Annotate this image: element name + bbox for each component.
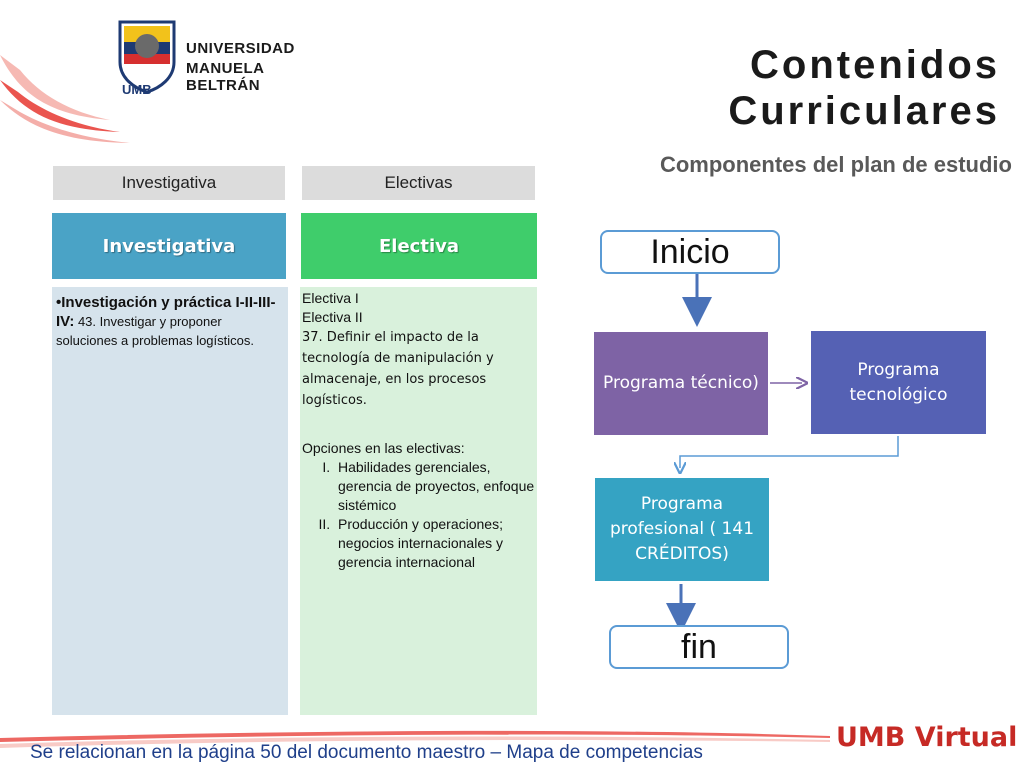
flow-end-box: fin — [609, 625, 789, 669]
electiva-line-2: Electiva II — [302, 309, 363, 325]
investigativa-header: Investigativa — [53, 166, 285, 200]
investigativa-band: Investigativa — [52, 213, 286, 279]
logo-line-2: MANUELA BELTRÁN — [186, 60, 264, 94]
logo-line-1: UNIVERSIDAD — [186, 40, 295, 57]
title-line-2: Curriculares — [728, 89, 1000, 133]
page-subtitle: Componentes del plan de estudio — [659, 152, 1012, 177]
footer-note: Se relacionan en la página 50 del documento maestro – Mapa de competencias — [30, 742, 703, 763]
flow-tecnico-box: Programa técnico) — [594, 332, 768, 435]
flow-tecnologico-box: Programa tecnológico — [811, 331, 986, 434]
flow-start-box: Inicio — [600, 230, 780, 274]
umb-virtual-brand: UMB Virtual — [836, 722, 1018, 753]
electiva-options-title: Opciones en las electivas: — [302, 440, 465, 456]
arrow-tecnologico-to-profesional — [680, 436, 898, 468]
electivas-header: Electivas — [302, 166, 535, 200]
investigativa-body-bold: •Investigación y práctica I-II-III-IV: — [56, 294, 276, 330]
electiva-line-3: 37. Definir el impacto de la tecnología de manipulación y almacenaje, en los procesos logísticos. — [302, 330, 494, 408]
electiva-option-item: II. Producción y operaciones; negocios internacionales y gerencia internacional — [334, 515, 535, 572]
logo-mark: UMB — [122, 82, 152, 97]
electiva-line-1: Electiva I — [302, 290, 359, 306]
electiva-option-item: I. Habilidades gerenciales, gerencia de proyectos, enfoque sistémico — [334, 458, 535, 515]
title-line-1: Contenidos — [750, 43, 1000, 87]
electiva-band: Electiva — [301, 213, 537, 279]
investigativa-body-text: 43. Investigar y proponer soluciones a problemas logísticos. — [56, 314, 254, 348]
flow-profesional-box: Programa profesional ( 141 CRÉDITOS) — [595, 478, 769, 581]
